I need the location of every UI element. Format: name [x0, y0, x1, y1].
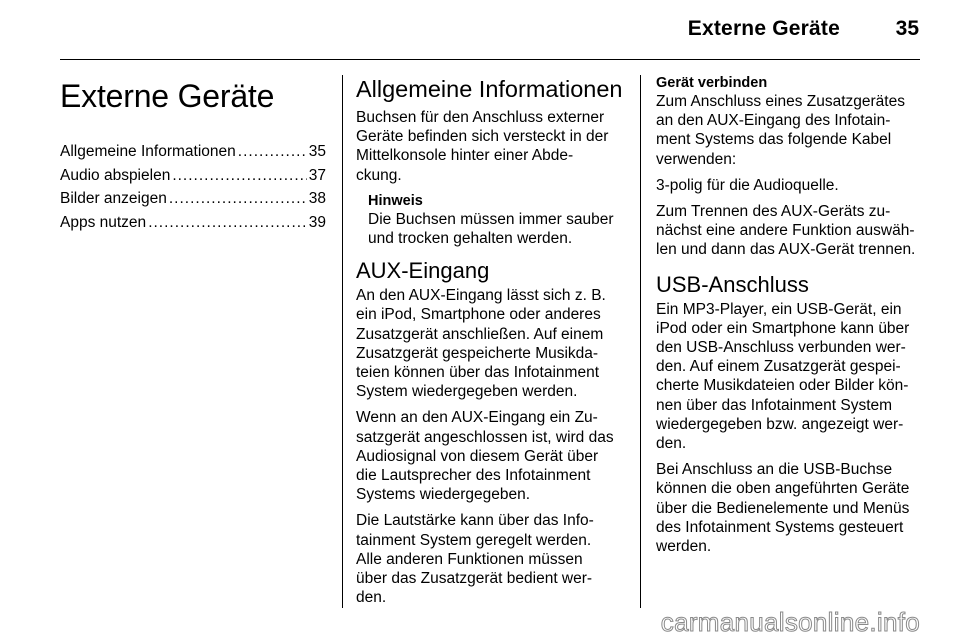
connect-paragraph-1: Zum Anschluss eines Zusatzgerätes an den AUX-Eingang des Infotain- ment Systems das folgende Kabel verwenden:: [656, 93, 905, 168]
column-middle: [356, 72, 626, 614]
toc-item-general[interactable]: [60, 140, 326, 164]
toc-item-images[interactable]: [60, 187, 326, 211]
toc-label: Allgemeine Informationen: [60, 143, 236, 160]
column-right: [656, 72, 921, 563]
usb-paragraph-2: Bei Anschluss an die USB-Buchse können die oben angeführten Geräte über die Bedienelemente und Menüs des Infotainment Systems gesteuert werden.: [656, 461, 910, 556]
note-box: [368, 192, 626, 248]
toc-label: Audio abspielen: [60, 166, 171, 184]
aux-paragraph-2: Wenn an den AUX-Eingang ein Zu- satzgerät angeschlossen ist, wird das Audiosignal von diesem Gerät über die Lautsprecher des Infotainment Systems wiedergegeben.: [356, 409, 614, 504]
toc-item-audio[interactable]: [60, 164, 326, 188]
toc-label: Apps nutzen: [60, 213, 147, 231]
toc-item-apps[interactable]: [60, 211, 326, 235]
running-header-title: Externe Geräte: [687, 17, 840, 40]
connect-paragraph-3: Zum Trennen des AUX-Geräts zu- nächst eine andere Funktion auswäh- len und dann das AUX-Gerät trennen.: [656, 203, 916, 259]
aux-paragraph-3: Die Lautstärke kann über das Info- tainment System geregelt werden. Alle anderen Funktionen müssen über das Zusatzgerät bedient wer- den.: [356, 512, 594, 607]
usb-paragraph-1: Ein MP3-Player, ein USB-Gerät, ein iPod oder ein Smartphone kann über den USB-Anschluss verbunden wer- den. Auf einem Zusatzgerät gespei- cherte Musikdateien oder Bilder kön- nen über das Infotainment System wiedergegeben bzw. angezeigt wer- den.: [656, 300, 910, 453]
watermark: carmanualsonline.info: [660, 607, 920, 637]
toc-page: 35: [308, 143, 326, 160]
toc-leader: [238, 140, 307, 163]
subheading-connect-device: Gerät verbinden: [656, 75, 768, 91]
toc-leader: [169, 187, 307, 210]
note-heading: Hinweis: [368, 192, 423, 209]
connect-paragraph-2: 3-polig für die Audioquelle.: [656, 176, 839, 194]
chapter-title: Externe Geräte: [60, 78, 275, 114]
header-rule: [60, 59, 920, 60]
note-text: Die Buchsen müssen immer sauber und trocken gehalten werden.: [368, 210, 614, 248]
toc-page: 39: [308, 213, 326, 231]
section-title-general: Allgemeine Informationen: [356, 76, 623, 102]
aux-paragraph-1: An den AUX-Eingang lässt sich z. B. ein iPod, Smartphone oder anderes Zusatzgerät anschließen. Auf einem Zusatzgerät gespeicherte Musikda- teien können über das Infotainment System wiedergegeben werden.: [356, 287, 606, 401]
column-divider-left: [342, 75, 343, 608]
section-title-aux: AUX-Eingang: [356, 258, 490, 284]
toc-page: 37: [308, 166, 326, 184]
toc-label: Bilder anzeigen: [60, 190, 167, 207]
section-title-usb: USB-Anschluss: [656, 271, 809, 297]
general-intro: Buchsen für den Anschluss externer Geräte befinden sich versteckt in der Mittelkonsole hinter einer Abde- ckung.: [356, 109, 609, 184]
column-divider-right: [640, 75, 641, 608]
table-of-contents: [60, 140, 326, 234]
column-toc: [60, 72, 326, 234]
toc-leader: [148, 211, 307, 234]
toc-page: 38: [308, 190, 326, 207]
toc-leader: [172, 164, 306, 187]
page-number: 35: [895, 17, 919, 40]
